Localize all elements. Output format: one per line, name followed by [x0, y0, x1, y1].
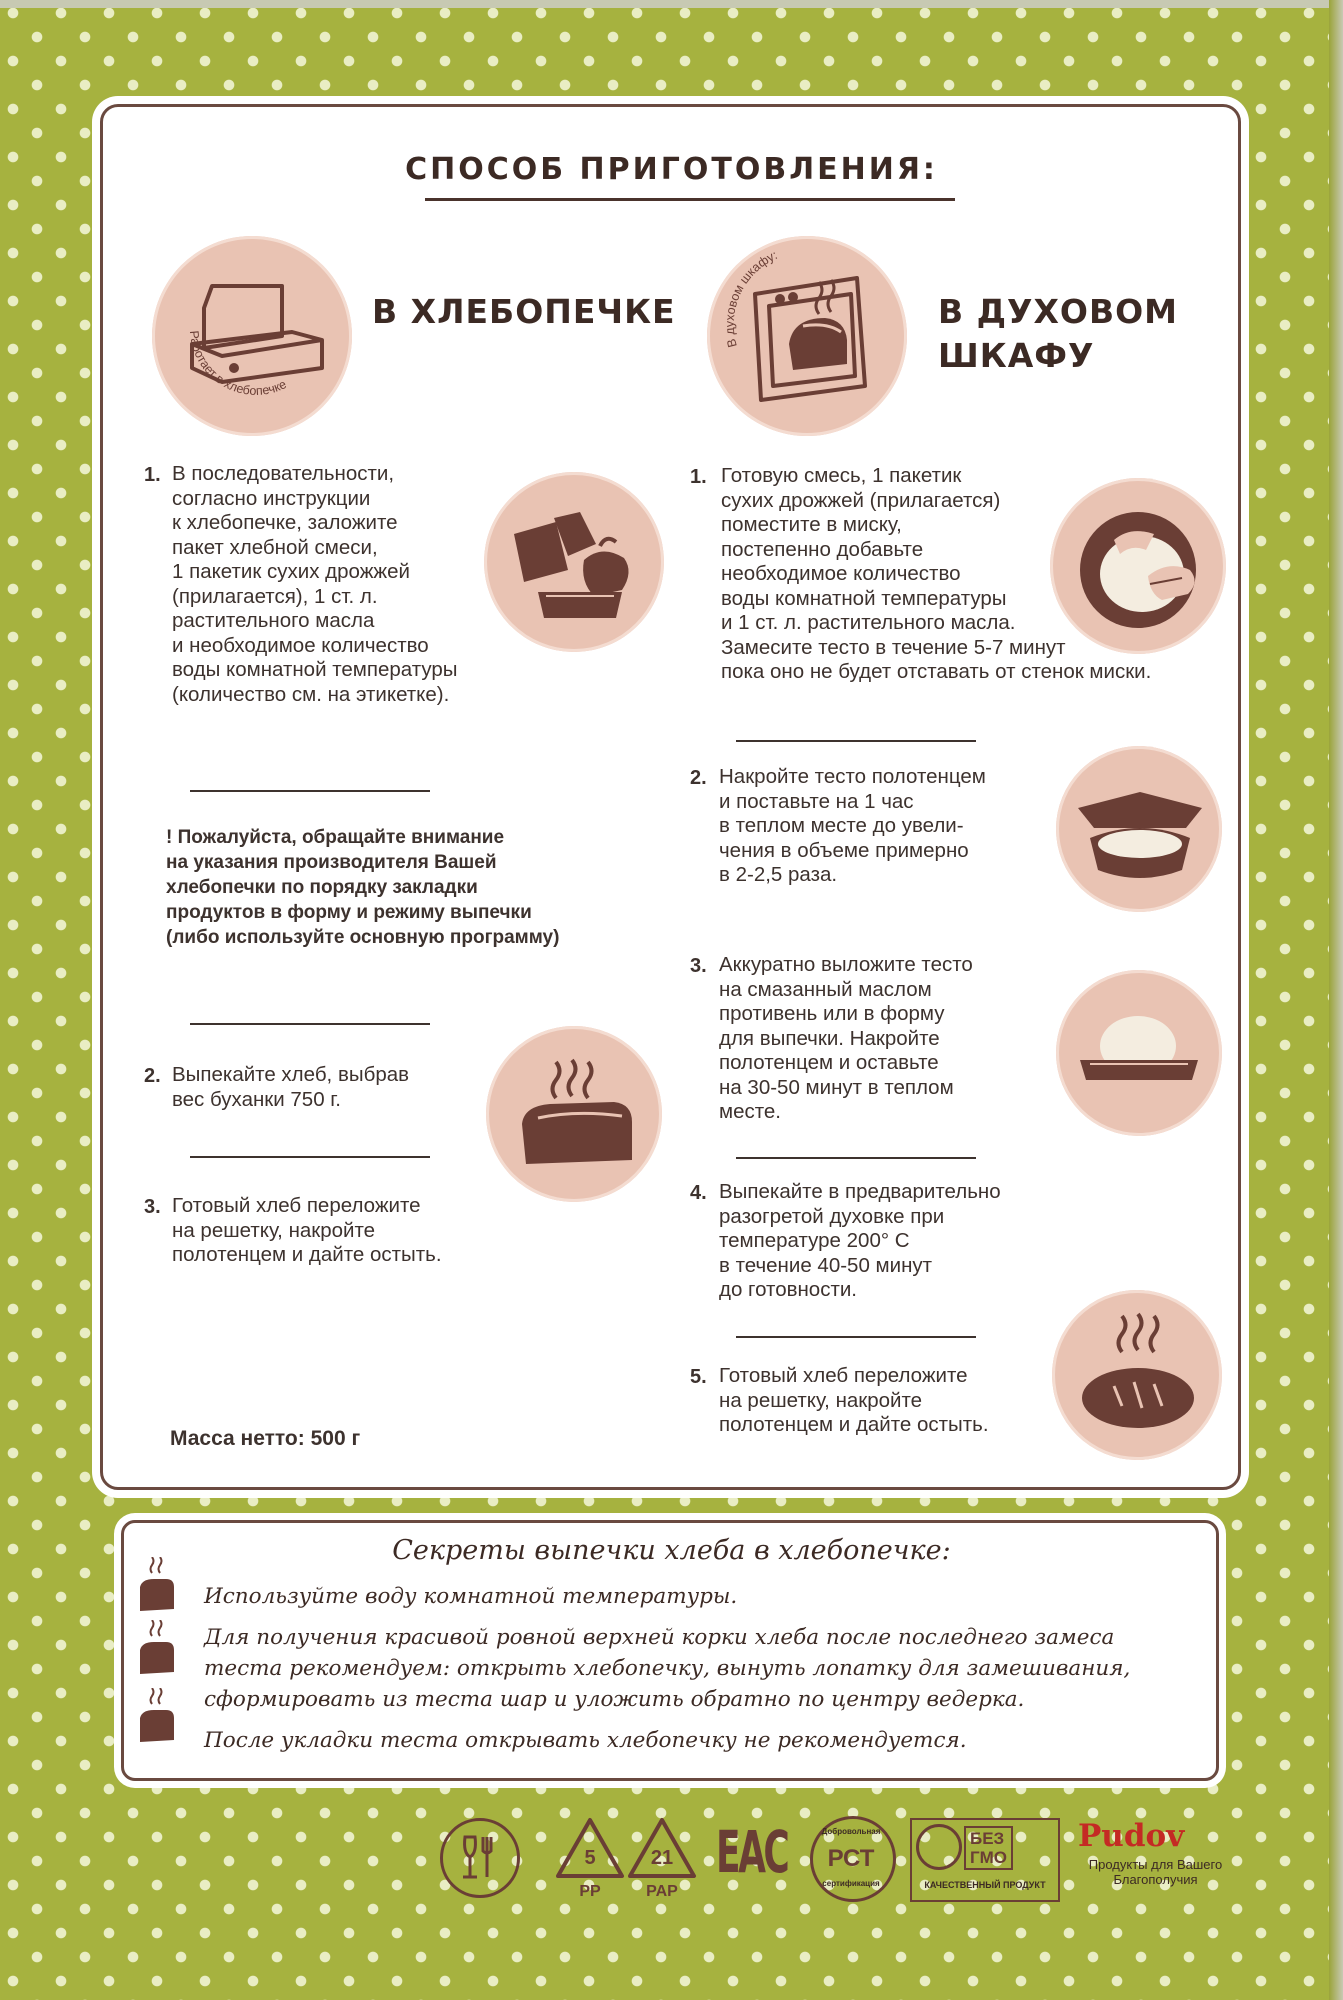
right-step-2-number: 2.: [690, 767, 707, 789]
round-loaf-icon: [1052, 1290, 1222, 1460]
oven-badge-label: В духовом шкафу:: [722, 247, 780, 349]
right-step-2-text: [719, 765, 986, 888]
text-line: Выпекайте хлеб, выбрав: [172, 1063, 410, 1086]
text-line: на решетку, накройте: [719, 1388, 923, 1412]
loaf-bullet-icon: [134, 1620, 178, 1683]
text-line: температуре 200° С: [719, 1229, 910, 1252]
text-line: на решетку, накройте: [172, 1218, 376, 1242]
rst-certification-icon: [810, 1816, 896, 1902]
text-line: Готовую смесь, 1 пакетик: [721, 464, 962, 487]
check-icon: [916, 1824, 962, 1870]
left-step-3-text: [172, 1194, 442, 1268]
right-step-5-text: [719, 1364, 989, 1438]
text-line: полотенцем и дайте остыть.: [719, 1413, 989, 1436]
text-line: полотенцем и оставьте: [719, 1051, 939, 1074]
brand-tagline: Продукты для Вашего Благополучия: [1088, 1857, 1223, 1887]
text-line: на указания производителя Вашей: [166, 852, 497, 873]
recycle-pp-icon: [550, 1812, 630, 1900]
left-step-1-number: 1.: [144, 464, 161, 486]
text-line: разогретой духовке при: [719, 1204, 945, 1228]
tip-line: После укладки теста открывать хлебопечку не рекомендуется.: [204, 1728, 967, 1753]
food-safe-icon: [440, 1818, 520, 1898]
left-step-3-number: 3.: [144, 1196, 161, 1218]
tip-line: теста рекомендуем: открыть хлебопечку, вынуть лопатку для замешивания,: [204, 1656, 1131, 1681]
text-line: сухих дрожжей (прилагается): [721, 488, 1001, 512]
text-line: 1 пакетик сухих дрожжей: [172, 560, 410, 583]
text-line: к хлебопечке, заложите: [172, 511, 398, 534]
rst-mark: РСТ: [827, 1845, 875, 1872]
text-line: и 1 ст. л. растительного масла.: [721, 611, 1016, 634]
text-line: ! Пожалуйста, обращайте внимание: [166, 827, 505, 848]
baked-loaf-icon: [486, 1026, 662, 1202]
oven-badge-icon: [707, 236, 907, 436]
oven-heading-line-2: ШКАФУ: [938, 336, 1095, 375]
text-line: Готовый хлеб переложите: [719, 1364, 968, 1387]
text-line: до готовности.: [719, 1278, 857, 1301]
text-line: в течение 40-50 минут: [719, 1253, 933, 1277]
net-weight: Масса нетто: 500 г: [170, 1427, 361, 1450]
right-step-1-number: 1.: [690, 466, 707, 488]
right-step-3-text: [719, 953, 973, 1125]
oven-heading: [938, 290, 1178, 378]
text-line: в теплом месте до увели-: [719, 814, 964, 837]
text-line: постепенно добавьте: [721, 537, 924, 561]
text-line: в 2-2,5 раза.: [719, 863, 838, 886]
divider: [190, 1023, 430, 1025]
recycle-pp-code: PP: [579, 1883, 601, 1900]
eac-mark: EAC: [716, 1818, 788, 1886]
loaf-bullet-icon: [134, 1688, 178, 1751]
right-step-5-number: 5.: [690, 1366, 707, 1388]
baking-tips-title: Секреты выпечки хлеба в хлебопечке:: [392, 1535, 951, 1566]
divider: [190, 790, 430, 792]
left-step-2-text: [172, 1063, 409, 1112]
quality-product-label: КАЧЕСТВЕННЫЙ ПРОДУКТ: [924, 1880, 1046, 1890]
dough-in-pan-icon: [1056, 970, 1222, 1136]
box-top-edge: [0, 0, 1343, 8]
right-step-4-number: 4.: [690, 1182, 707, 1204]
no-gmo-line-2: ГМО: [970, 1848, 1008, 1867]
text-line: воды комнатной температуры: [172, 658, 458, 681]
text-line: В последовательности,: [172, 462, 395, 485]
text-line: продуктов в форму и режиму выпечки: [166, 902, 532, 923]
rst-bottom-text: сертификация: [822, 1879, 880, 1888]
text-line: полотенцем и дайте остыть.: [172, 1243, 442, 1266]
oven-heading-line-1: В ДУХОВОМ: [938, 292, 1179, 331]
recycle-pap-code: PAP: [646, 1883, 678, 1900]
title-underline: [425, 198, 955, 201]
recycle-pp-number: 5: [584, 1847, 596, 1869]
box-right-edge: [1329, 0, 1343, 2000]
text-line: (прилагается), 1 ст. л.: [172, 584, 378, 608]
no-gmo-label: [964, 1826, 1013, 1870]
text-line: Замесите тесто в течение 5-7 минут: [721, 635, 1066, 659]
text-line: пакет хлебной смеси,: [172, 535, 378, 559]
text-line: для выпечки. Накройте: [719, 1026, 940, 1050]
right-step-3-number: 3.: [690, 955, 707, 977]
text-line: согласно инструкции: [172, 486, 371, 510]
text-line: Аккуратно выложите тесто: [719, 953, 973, 976]
brand-logo: Pudov: [1078, 1818, 1185, 1854]
text-line: Накройте тесто полотенцем: [719, 765, 986, 788]
bread-machine-badge-icon: [152, 236, 352, 436]
divider: [736, 1336, 976, 1338]
no-gmo-line-1: БЕЗ: [970, 1829, 1005, 1848]
kneading-icon: [1050, 478, 1226, 654]
recycle-pap-icon: [622, 1812, 702, 1900]
text-line: воды комнатной температуры: [721, 586, 1007, 610]
text-line: пока оно не будет отставать от стенок миски.: [721, 660, 1152, 683]
text-line: и поставьте на 1 час: [719, 789, 914, 813]
loaf-bullet-icon: [134, 1557, 178, 1620]
text-line: (количество см. на этикетке).: [172, 682, 450, 706]
text-line: Готовый хлеб переложите: [172, 1194, 421, 1217]
text-line: и необходимое количество: [172, 633, 429, 657]
tip-line: сформировать из теста шар и уложить обратно по центру ведерка.: [204, 1687, 1025, 1712]
ingredients-icon: [484, 472, 664, 652]
text-line: чения в объеме примерно: [719, 838, 969, 862]
page-title: СПОСОБ ПРИГОТОВЛЕНИЯ:: [405, 152, 938, 187]
quality-product-badge: [910, 1818, 1060, 1902]
left-step-1-text: [172, 462, 458, 707]
text-line: вес буханки 750 г.: [172, 1087, 341, 1111]
text-line: необходимое количество: [721, 562, 961, 585]
recycle-pap-number: 21: [650, 1847, 674, 1869]
bread-machine-badge-label: Работает в хлебопечке: [186, 329, 289, 398]
text-line: месте.: [719, 1100, 782, 1123]
divider: [190, 1156, 430, 1158]
left-step-2-number: 2.: [144, 1065, 161, 1087]
text-line: поместите в миску,: [721, 513, 902, 536]
text-line: Выпекайте в предварительно: [719, 1180, 1001, 1203]
text-line: (либо используйте основную программу): [166, 927, 560, 948]
bread-machine-heading: В ХЛЕБОПЕЧКЕ: [372, 292, 676, 331]
tip-line: Для получения красивой ровной верхней корки хлеба после последнего замеса: [204, 1625, 1115, 1650]
tip-line: Используйте воду комнатной температуры.: [204, 1584, 738, 1609]
text-line: растительного масла: [172, 609, 375, 632]
divider: [736, 1157, 976, 1159]
text-line: на 30-50 минут в теплом: [719, 1075, 954, 1099]
text-line: противень или в форму: [719, 1002, 945, 1025]
rst-top-text: Добровольная: [821, 1827, 881, 1836]
text-line: на смазанный маслом: [719, 977, 932, 1001]
divider: [736, 740, 976, 742]
covered-bowl-icon: [1056, 746, 1222, 912]
text-line: хлебопечки по порядку закладки: [166, 877, 478, 898]
right-step-4-text: [719, 1180, 1001, 1303]
bread-machine-warning-note: [166, 825, 559, 950]
